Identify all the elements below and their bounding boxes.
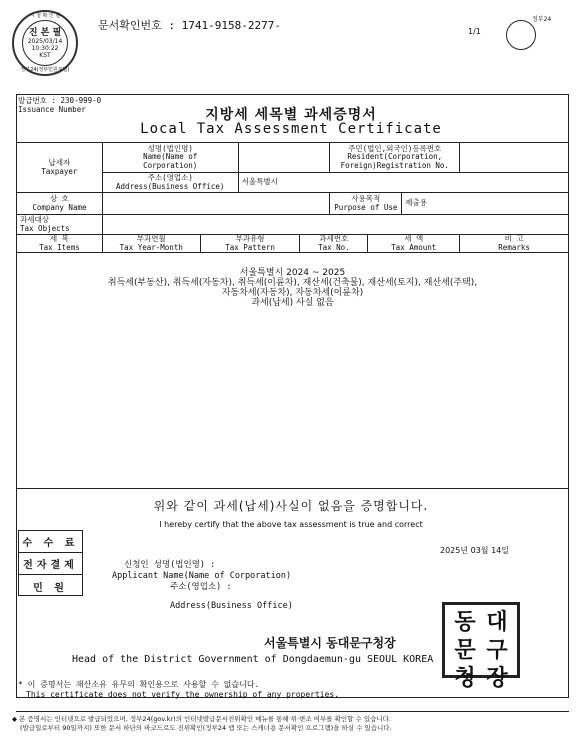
issuance-number-value: 발급번호 : 230-999-0: [18, 96, 102, 105]
content-line-4: 과세(납세) 사실 없음: [251, 298, 334, 308]
fee-box: [18, 530, 83, 596]
name-label: 성명(법인명) Name(Name of Corporation): [102, 143, 238, 173]
ownership-note: [18, 680, 339, 700]
fee-payment: 전자결제: [19, 553, 82, 575]
taxpayer-label: 납세자 Taxpayer: [17, 143, 103, 193]
purpose-value: 제출용: [402, 193, 569, 215]
fee-civil: 민 원: [33, 582, 68, 594]
fee-label: 수 수 료: [19, 531, 82, 553]
content-line-3: 자동차세(자동차), 자동차세(이륜차): [221, 288, 364, 298]
title-english: Local Tax Assessment Certificate: [140, 121, 442, 137]
regno-label: 주민(법인,외국인)등록번호 Resident(Corporation, Foreign)Registration No.: [330, 143, 460, 173]
tax-content: [16, 268, 569, 308]
seal-time: 10:30:22: [31, 44, 59, 52]
gov24-logo: [502, 12, 556, 64]
taxpayer-table: [16, 142, 569, 253]
certify-english: I hereby certify that the above tax assessment is true and correct: [159, 520, 423, 529]
note-korean: * 이 증명서는 재산소유 유무의 확인용으로 사용할 수 없습니다.: [18, 680, 260, 689]
name-value: [238, 143, 330, 173]
content-line-2: 취득세(부동산), 취득세(자동차), 취득세(이륜차), 재산세(건축물), 재산세(토지), 재산세(주택),: [107, 278, 478, 288]
col-tax-items: 세 목 Tax Items: [17, 235, 103, 253]
confirmation-seal: [12, 10, 78, 76]
col-tax-no: 과세번호 Tax No.: [300, 235, 368, 253]
objects-label: 과세대상 Tax Objects: [17, 215, 103, 235]
title-korean: 지방세 세목별 과세증명서: [205, 107, 377, 123]
applicant-address-english: Address(Business Office): [170, 601, 293, 611]
issuance-number-label: Issuance Number: [18, 105, 86, 114]
gov24-emblem-icon: [506, 20, 536, 50]
applicant-english: Applicant Name(Name of Corporation): [112, 571, 292, 581]
issue-date: 2025년 03월 14일: [440, 546, 509, 555]
footer-divider: [16, 711, 569, 712]
section-divider: [16, 488, 569, 489]
document-confirm-number: 문서확인번호 : 1741-9158-2277-: [98, 19, 281, 32]
seal-title: 진 본 필: [28, 27, 62, 38]
company-value: [102, 193, 330, 215]
seal-ring-bottom: 정부24(정부민원포털): [20, 67, 70, 73]
footer-line-2: (발급일로부터 90일까지) 또한 문서 하단의 바코드로도 진위확인(정부24 앱 또는 스캐너용 문서확인 프로그램)을 하실 수 있습니다.: [20, 724, 392, 732]
address-value: 서울특별시: [238, 173, 568, 193]
col-remarks: 비 고 Remarks: [460, 235, 569, 253]
seal-inner: [22, 20, 68, 66]
note-english: This certificate does not verify the ownership of any properties.: [26, 690, 340, 699]
address-label: 주소(영업소) Address(Business Office): [102, 173, 238, 193]
col-tax-year-month: 부과연월 Tax Year-Month: [102, 235, 200, 253]
applicant-block: [112, 560, 291, 593]
applicant-address-korean: 주소(영업소) :: [170, 582, 232, 592]
page-number: 1/1: [468, 27, 481, 36]
seal-tz: KST: [39, 51, 51, 59]
certify-korean: 위와 같이 과세(납세)사실이 없음을 증명합니다.: [153, 499, 429, 513]
regno-value: [460, 143, 569, 173]
objects-value: [102, 215, 568, 235]
content-line-1: 서울특별시 2024 ~ 2025: [239, 268, 346, 278]
company-label: 상 호 Company Name: [17, 193, 103, 215]
purpose-label: 사용목적 Purpose of Use: [330, 193, 402, 215]
office-english: Head of the District Government of Dongdaemun-gu SEOUL KOREA: [72, 654, 434, 665]
footer-notice: [12, 715, 572, 733]
applicant-korean: 신청인 성명(법인명) :: [124, 560, 216, 570]
col-tax-pattern: 부과유형 Tax Pattern: [200, 235, 300, 253]
office-korean: 서울특별시 동대문구청장: [264, 636, 396, 650]
seal-ring-top: 시 청 확 인 필: [29, 13, 61, 19]
footer-line-1: ◆ 본 증명서는 인터넷으로 발급되었으며, 정부24(gov.kr)의 인터넷발급문서진위확인 메뉴를 통해 위·변조 여부를 확인할 수 있습니다.: [12, 715, 392, 723]
col-tax-amount: 세 액 Tax Amount: [368, 235, 460, 253]
gov24-label: 정부24: [532, 16, 552, 23]
seal-date: 2025/03/14: [27, 37, 63, 45]
official-stamp: 동 대 문 구 청 장: [442, 602, 520, 678]
